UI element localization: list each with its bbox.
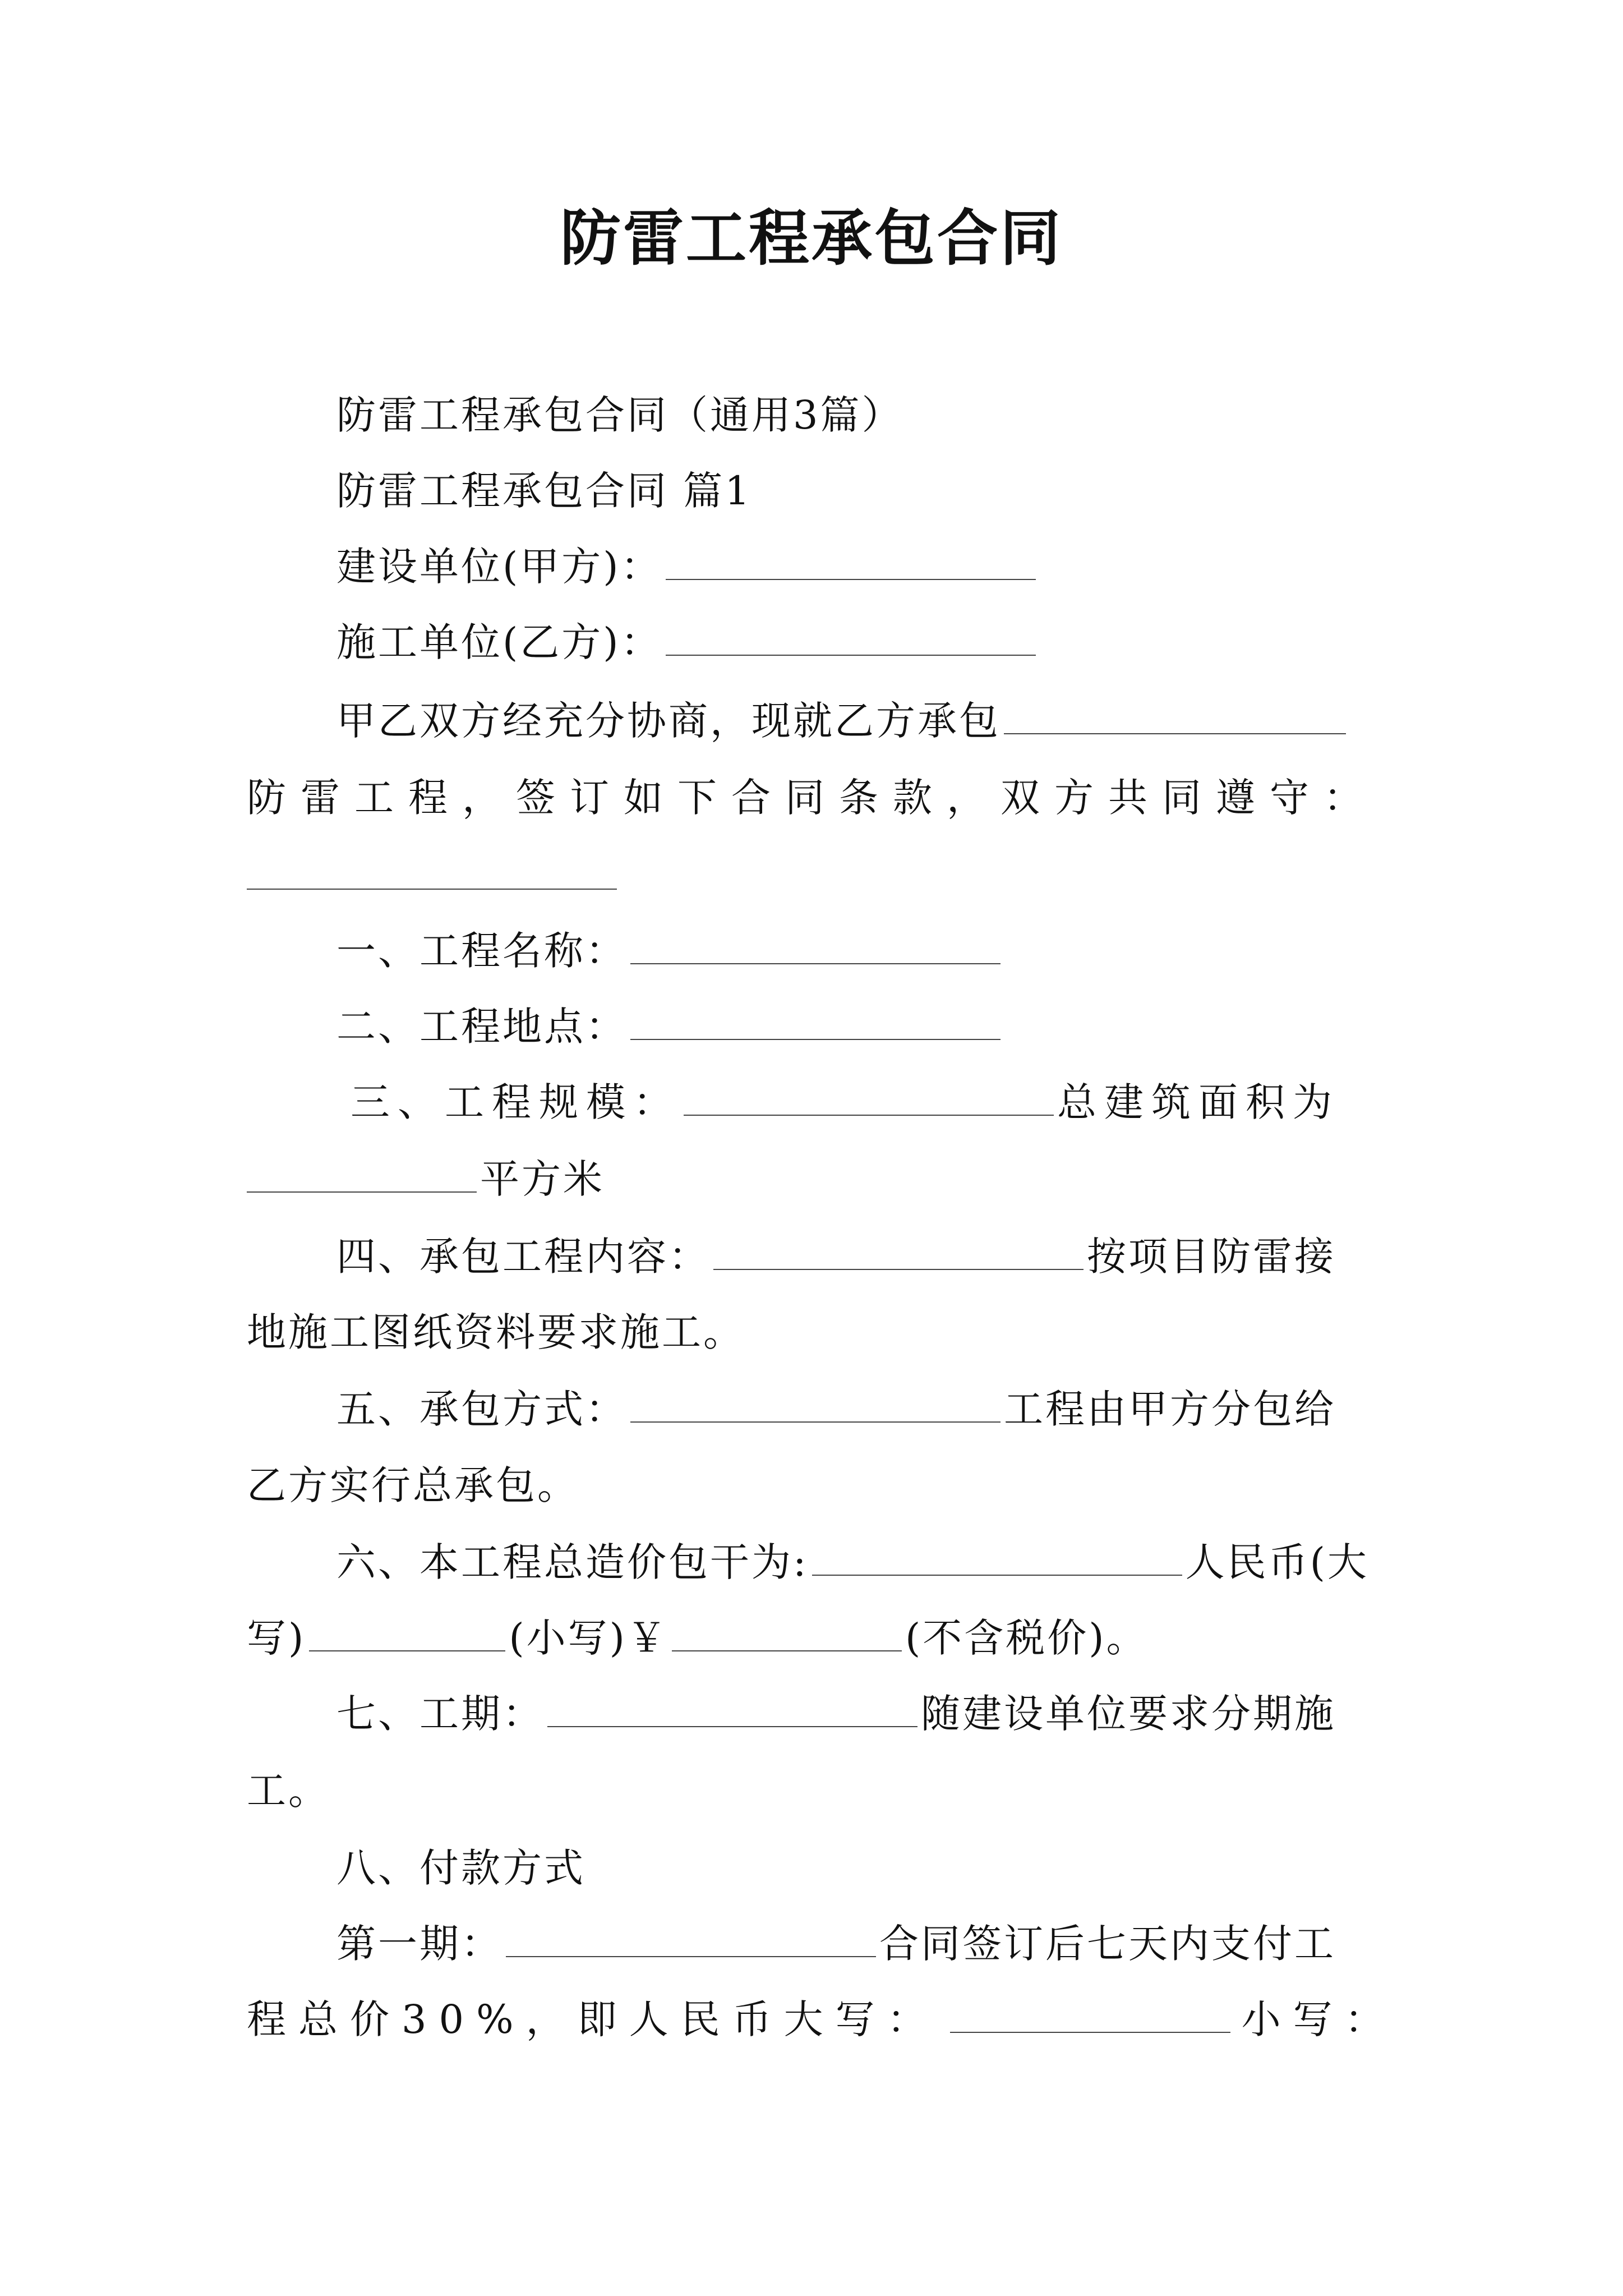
item-6-line [336, 1534, 1369, 1590]
item-6-text-3: (小写)￥ [509, 1615, 668, 1661]
party-b-label: 施工单位(乙方)： [336, 619, 662, 665]
item-6-text-4: (不含税价)。 [905, 1615, 1148, 1661]
item-7-line-2: 工。 [247, 1768, 330, 1814]
item-1-label: 一、工程名称： [336, 928, 627, 974]
item-6-text-2: 写) [247, 1615, 306, 1661]
party-a-blank[interactable] [666, 539, 1036, 580]
party-b-line [336, 614, 1039, 670]
item-7-label: 七、工期： [336, 1691, 544, 1737]
duration-field[interactable] [547, 1686, 917, 1727]
project-scale-field[interactable] [684, 1074, 1054, 1116]
item-3-line [351, 1074, 1340, 1130]
project-name-field[interactable] [630, 923, 1000, 964]
contract-content-field[interactable] [713, 1228, 1083, 1270]
item-8-line: 八、付款方式 [336, 1845, 585, 1891]
party-a-line [336, 539, 1039, 595]
item-7-line [336, 1686, 1336, 1742]
party-a-label: 建设单位(甲方)： [336, 544, 662, 590]
intro-line-1 [336, 693, 1349, 749]
item-6-label: 六、本工程总造价包干为: [336, 1539, 809, 1585]
project-location-field[interactable] [630, 999, 1000, 1040]
intro-text-1: 甲乙双方经充分协商，现就乙方承包 [336, 698, 1000, 744]
item-6-text: 人民币(大 [1185, 1539, 1369, 1585]
item-3-area-label: 总建筑面积为 [1057, 1079, 1340, 1125]
document-title: 防雷工程承包合同 [560, 203, 1063, 274]
item-5-label: 五、承包方式： [336, 1386, 627, 1432]
item-2-line [336, 999, 1004, 1055]
item-1-line [336, 923, 1004, 979]
item-4-label: 四、承包工程内容： [336, 1234, 710, 1280]
area-field[interactable] [247, 1151, 477, 1193]
agreement-blank[interactable] [247, 887, 617, 890]
amount-words-field[interactable] [309, 1610, 505, 1651]
item-5-text: 工程由甲方分包给 [1004, 1386, 1336, 1432]
item-6-line-2 [247, 1610, 1148, 1666]
item-2-label: 二、工程地点： [336, 1004, 627, 1050]
item-3-line-2 [247, 1151, 605, 1207]
payment-1-text-2: 程总价30%，即人民币大写： [247, 1996, 939, 2042]
amount-figures-field[interactable] [672, 1610, 902, 1651]
payment-1-field[interactable] [506, 1916, 876, 1957]
payment-1-line [336, 1916, 1336, 1972]
item-4-line-2: 地施工图纸资料要求施工。 [247, 1309, 745, 1355]
total-price-field[interactable] [812, 1534, 1182, 1576]
contract-method-field[interactable] [630, 1381, 1000, 1423]
item-7-text: 随建设单位要求分期施 [921, 1691, 1336, 1737]
part-heading: 防雷工程承包合同 篇1 [336, 468, 752, 514]
intro-line-2: 防雷工程，签订如下合同条款，双方共同遵守： [247, 775, 1377, 821]
payment-1-text: 合同签订后七天内支付工 [879, 1921, 1336, 1967]
payment-1-words-field[interactable] [950, 1991, 1230, 2033]
party-b-blank[interactable] [666, 614, 1036, 656]
payment-1-text-3: 小写： [1241, 1996, 1396, 2042]
item-5-line-2: 乙方实行总承包。 [247, 1462, 579, 1508]
item-4-line [336, 1228, 1336, 1285]
payment-1-line-2 [247, 1991, 1396, 2047]
document-subtitle: 防雷工程承包合同（通用3篇） [336, 392, 903, 438]
item-3-label: 三、工程规模： [351, 1079, 680, 1125]
project-name-blank[interactable] [1004, 693, 1346, 734]
area-unit: 平方米 [480, 1156, 605, 1202]
item-4-text: 按项目防雷接 [1087, 1234, 1336, 1280]
item-5-line [336, 1381, 1336, 1437]
payment-1-label: 第一期： [336, 1921, 502, 1967]
